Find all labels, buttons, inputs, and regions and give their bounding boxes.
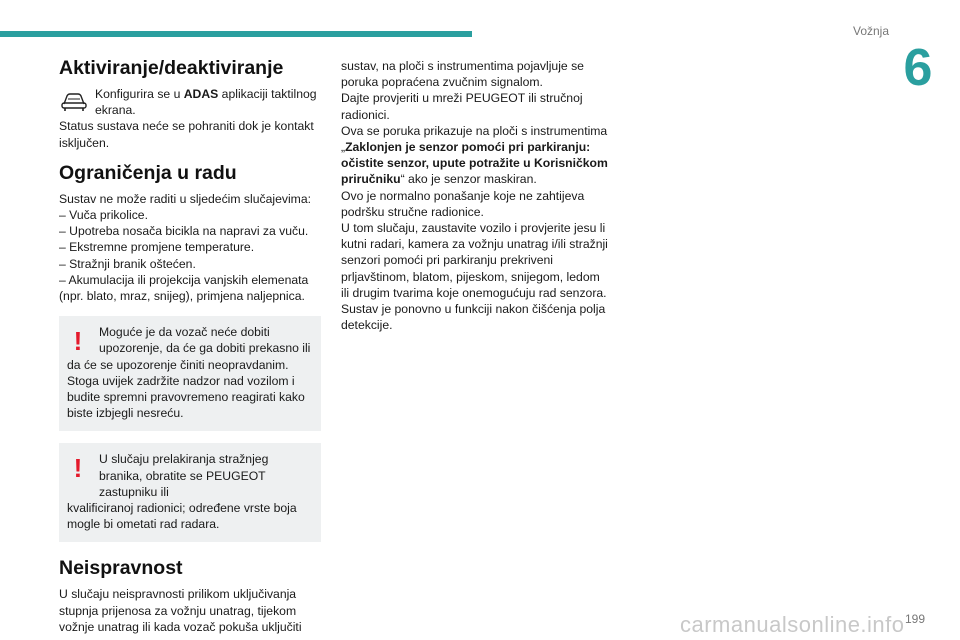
header-accent-bar xyxy=(0,31,472,37)
limits-intro: Sustav ne može raditi u sljedećim slučajevima: xyxy=(59,191,311,206)
limit-item: – Vuča prikolice. xyxy=(59,208,148,223)
limit-item: – Akumulacija ili projekcija vanjskih elemenata (npr. blato, mraz, snijeg), primjena naljepnica. xyxy=(59,272,309,304)
fault-text: U slučaju neispravnosti prilikom uključivanja stupnja prijenosa za vožnju unatrag, tijekom vožnje unatrag ili kada vozač pokuša uključiti xyxy=(59,587,302,634)
paragraph: Dajte provjeriti u mreži PEUGEOT ili stručnoj radionici. xyxy=(341,91,583,122)
warning-box-driver xyxy=(59,316,321,431)
config-row xyxy=(59,86,321,118)
limit-item: – Upotreba nosača bicikla na napravi za vuču. xyxy=(59,224,309,239)
paragraph: Sustav je ponovno u funkciji nakon čišćenja polja detekcije. xyxy=(341,302,606,333)
warning-text-cont: kvalificiranoj radionici; određene vrste boja mogle bi ometati rad radara. xyxy=(67,501,297,532)
config-text: Konfigurira se u ADAS aplikaciji taktilnog ekrana. xyxy=(95,87,317,118)
warning-text-cont: da će se upozorenje činiti neopravdanim. Stoga uvijek zadržite nadzor nad vozilom i budite spremni pravovremeno reagirati kako biste izbjegli nesreću. xyxy=(67,357,305,421)
warning-text: Moguće je da vozač neće dobiti upozorenje, da će ga dobiti prekasno ili xyxy=(99,325,311,356)
heading-fault: Neispravnost xyxy=(59,557,183,580)
exclamation-icon: ! xyxy=(73,326,83,357)
page-number: 199 xyxy=(905,612,926,626)
section-title: Vožnja xyxy=(852,24,890,38)
warning-box-paint xyxy=(59,443,321,542)
paragraph: sustav, na ploči s instrumentima pojavljuje se poruka popraćena zvučnim signalom. xyxy=(341,59,584,90)
exclamation-icon: ! xyxy=(73,453,83,484)
limit-item: – Stražnji branik oštećen. xyxy=(59,256,196,271)
warning-text: U slučaju prelakiranja stražnjeg branika, obratite se PEUGEOT zastupniku ili xyxy=(99,452,269,499)
heading-activation: Aktiviranje/deaktiviranje xyxy=(59,57,284,79)
right-column xyxy=(341,58,611,333)
car-outline-icon xyxy=(59,88,89,114)
paragraph: Ovo je normalno ponašanje koje ne zahtijeva podršku stručne radionice. xyxy=(341,188,585,219)
heading-limitations: Ograničenja u radu xyxy=(59,161,237,184)
status-text: Status sustava neće se pohraniti dok je kontakt isključen. xyxy=(59,119,314,150)
limit-item: – Ekstremne promjene temperature. xyxy=(59,240,255,255)
left-column xyxy=(59,56,321,635)
watermark: carmanualsonline.info xyxy=(680,612,905,637)
paragraph: U tom slučaju, zaustavite vozilo i provjerite jesu li kutni radari, kamera za vožnju unatrag i/ili stražnji senzori pomoći pri parkiranju prekriveni prljavštinom, blatom, pijeskom, snijegom, ledom ili drugim tvarima koje onemogućuju rad senzora. xyxy=(341,221,608,300)
paragraph-message: Ova se poruka prikazuje na ploči s instrumentima „Zaklonjen je senzor pomoći pri parkiranju: očistite senzor, upute potražite u Korisničkom priručniku“ ako je senzor maskiran. xyxy=(341,123,608,187)
chapter-number: 6 xyxy=(903,39,933,97)
